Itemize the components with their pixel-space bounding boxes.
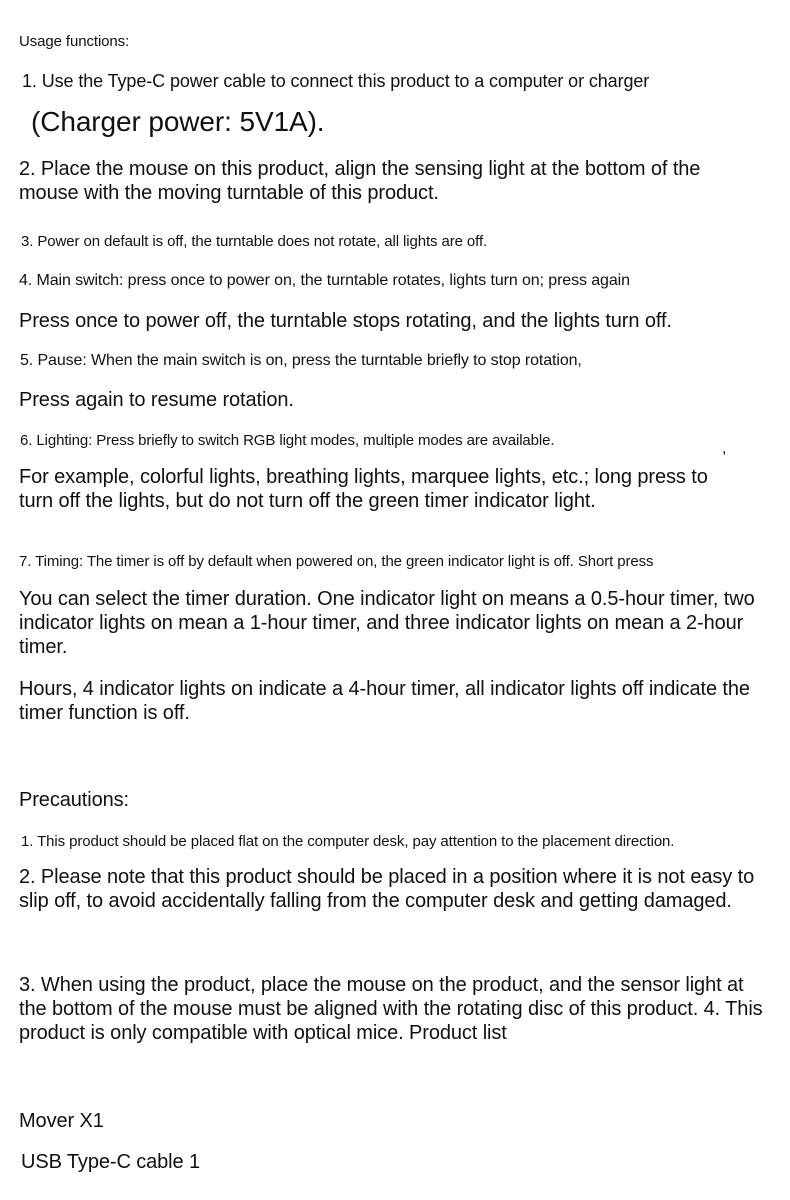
usage-item-4-line-2: Press once to power off, the turntable stops rotating, and the lights turn off. [19, 310, 672, 332]
usage-item-3: 3. Power on default is off, the turntable does not rotate, all lights are off. [21, 233, 488, 250]
usage-item-7-line-3: Hours, 4 indicator lights on indicate a 4-hour timer, all indicator lights off indicate the timer function is off. [19, 678, 750, 724]
usage-item-7-line-1: 7. Timing: The timer is off by default when powered on, the green indicator light is off. Short press [19, 553, 654, 570]
precautions-item-2: 2. Please note that this product should be placed in a position where it is not easy to slip off, to avoid accidentally falling from the computer desk and getting damaged. [19, 866, 755, 912]
usage-heading: Usage functions: [19, 33, 130, 50]
precautions-heading: Precautions: [19, 789, 129, 811]
usage-item-2: 2. Place the mouse on this product, align the sensing light at the bottom of the mouse with the moving turntable of this product. [19, 158, 701, 204]
usage-item-5-line-1: 5. Pause: When the main switch is on, press the turntable briefly to stop rotation, [20, 352, 582, 369]
usage-item-7-line-2: You can select the timer duration. One indicator light on means a 0.5-hour timer, two indicator lights on mean a 1-hour timer, and three indicator lights on mean a 2-hour timer. [19, 588, 755, 658]
product-list-item-2: USB Type-C cable 1 [21, 1151, 201, 1173]
precautions-item-1: 1. This product should be placed flat on the computer desk, pay attention to the placement direction. [21, 833, 675, 850]
usage-item-1: 1. Use the Type-C power cable to connect this product to a computer or charger [22, 71, 650, 91]
usage-item-5-line-2: Press again to resume rotation. [19, 389, 294, 411]
precautions-item-3: 3. When using the product, place the mouse on the product, and the sensor light at the bottom of the mouse must be aligned with the rotating disc of this product. 4. This product is only compatible with optical mice. Product list [19, 974, 763, 1044]
product-list-item-1: Mover X1 [19, 1110, 104, 1132]
usage-item-1-charger-power: (Charger power: 5V1A). [31, 106, 325, 137]
usage-item-6-line-2: For example, colorful lights, breathing lights, marquee lights, etc.; long press to turn off the lights, but do not turn off the green timer indicator light. [19, 466, 708, 512]
usage-item-6-line-1: 6. Lighting: Press briefly to switch RGB light modes, multiple modes are available. [20, 432, 555, 449]
usage-item-4-line-1: 4. Main switch: press once to power on, the turntable rotates, lights turn on; press again [19, 272, 630, 289]
stray-comma: , [722, 440, 727, 457]
